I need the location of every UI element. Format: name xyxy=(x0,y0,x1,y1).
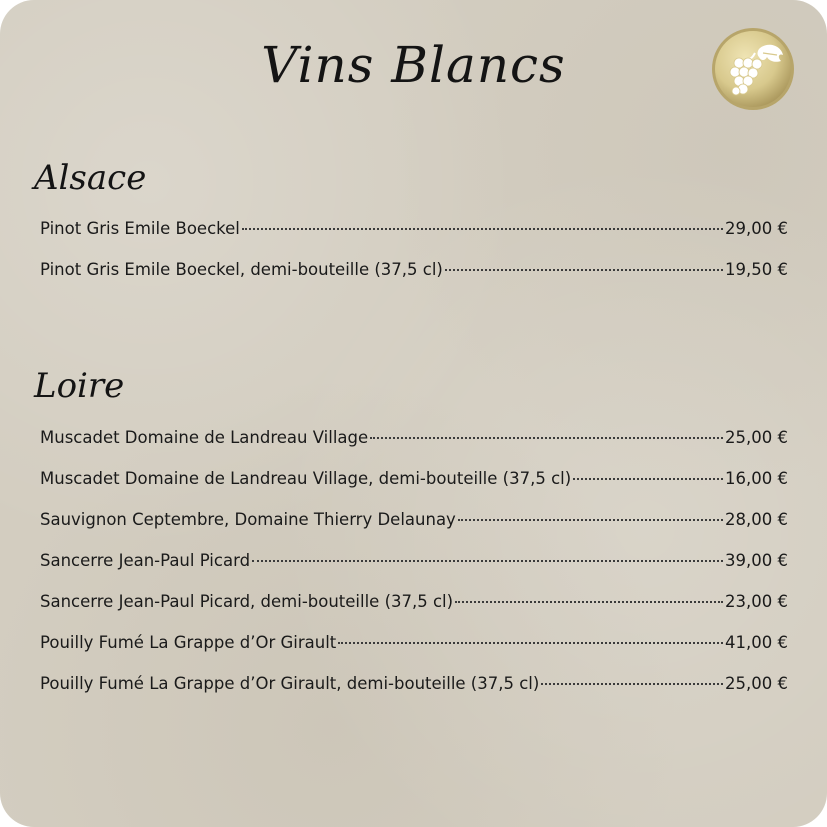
dot-leader xyxy=(573,478,723,480)
section-title-alsace: Alsace xyxy=(34,158,147,198)
list-item xyxy=(40,674,788,715)
section-title-loire: Loire xyxy=(34,366,125,406)
wine-price: 28,00 € xyxy=(725,510,788,529)
wine-price: 23,00 € xyxy=(725,592,788,611)
list-item xyxy=(40,592,788,633)
dot-leader xyxy=(338,642,723,644)
dot-leader xyxy=(252,560,723,562)
wine-name: Pouilly Fumé La Grappe d’Or Girault xyxy=(40,633,337,652)
wine-name: Sauvignon Ceptembre, Domaine Thierry Delaunay xyxy=(40,510,456,529)
list-item xyxy=(40,428,788,469)
list-item xyxy=(40,260,788,301)
list-item xyxy=(40,633,788,674)
list-item xyxy=(40,551,788,592)
dot-leader xyxy=(458,519,723,521)
dot-leader xyxy=(370,437,723,439)
list-item xyxy=(40,219,788,260)
wine-price: 39,00 € xyxy=(725,551,788,570)
wine-name: Pinot Gris Emile Boeckel xyxy=(40,219,240,238)
wine-price: 25,00 € xyxy=(725,674,788,693)
wine-name: Sancerre Jean-Paul Picard xyxy=(40,551,251,570)
dot-leader xyxy=(455,601,723,603)
dot-leader xyxy=(445,269,723,271)
wine-price: 29,00 € xyxy=(725,219,788,238)
wine-name: Sancerre Jean-Paul Picard, demi-bouteille (37,5 cl) xyxy=(40,592,454,611)
wine-list-loire xyxy=(40,428,788,715)
dot-leader xyxy=(541,683,723,685)
wine-price: 16,00 € xyxy=(725,469,788,488)
wine-price: 41,00 € xyxy=(725,633,788,652)
wine-name: Muscadet Domaine de Landreau Village, demi-bouteille (37,5 cl) xyxy=(40,469,572,488)
grapes-icon xyxy=(711,27,795,111)
wine-price: 25,00 € xyxy=(725,428,788,447)
wine-price: 19,50 € xyxy=(725,260,788,279)
wine-name: Muscadet Domaine de Landreau Village xyxy=(40,428,369,447)
page-title: Vins Blancs xyxy=(261,36,566,94)
list-item xyxy=(40,510,788,551)
list-item xyxy=(40,469,788,510)
wine-list-alsace xyxy=(40,219,788,301)
dot-leader xyxy=(242,228,723,230)
wine-name: Pouilly Fumé La Grappe d’Or Girault, demi-bouteille (37,5 cl) xyxy=(40,674,540,693)
wine-name: Pinot Gris Emile Boeckel, demi-bouteille (37,5 cl) xyxy=(40,260,443,279)
